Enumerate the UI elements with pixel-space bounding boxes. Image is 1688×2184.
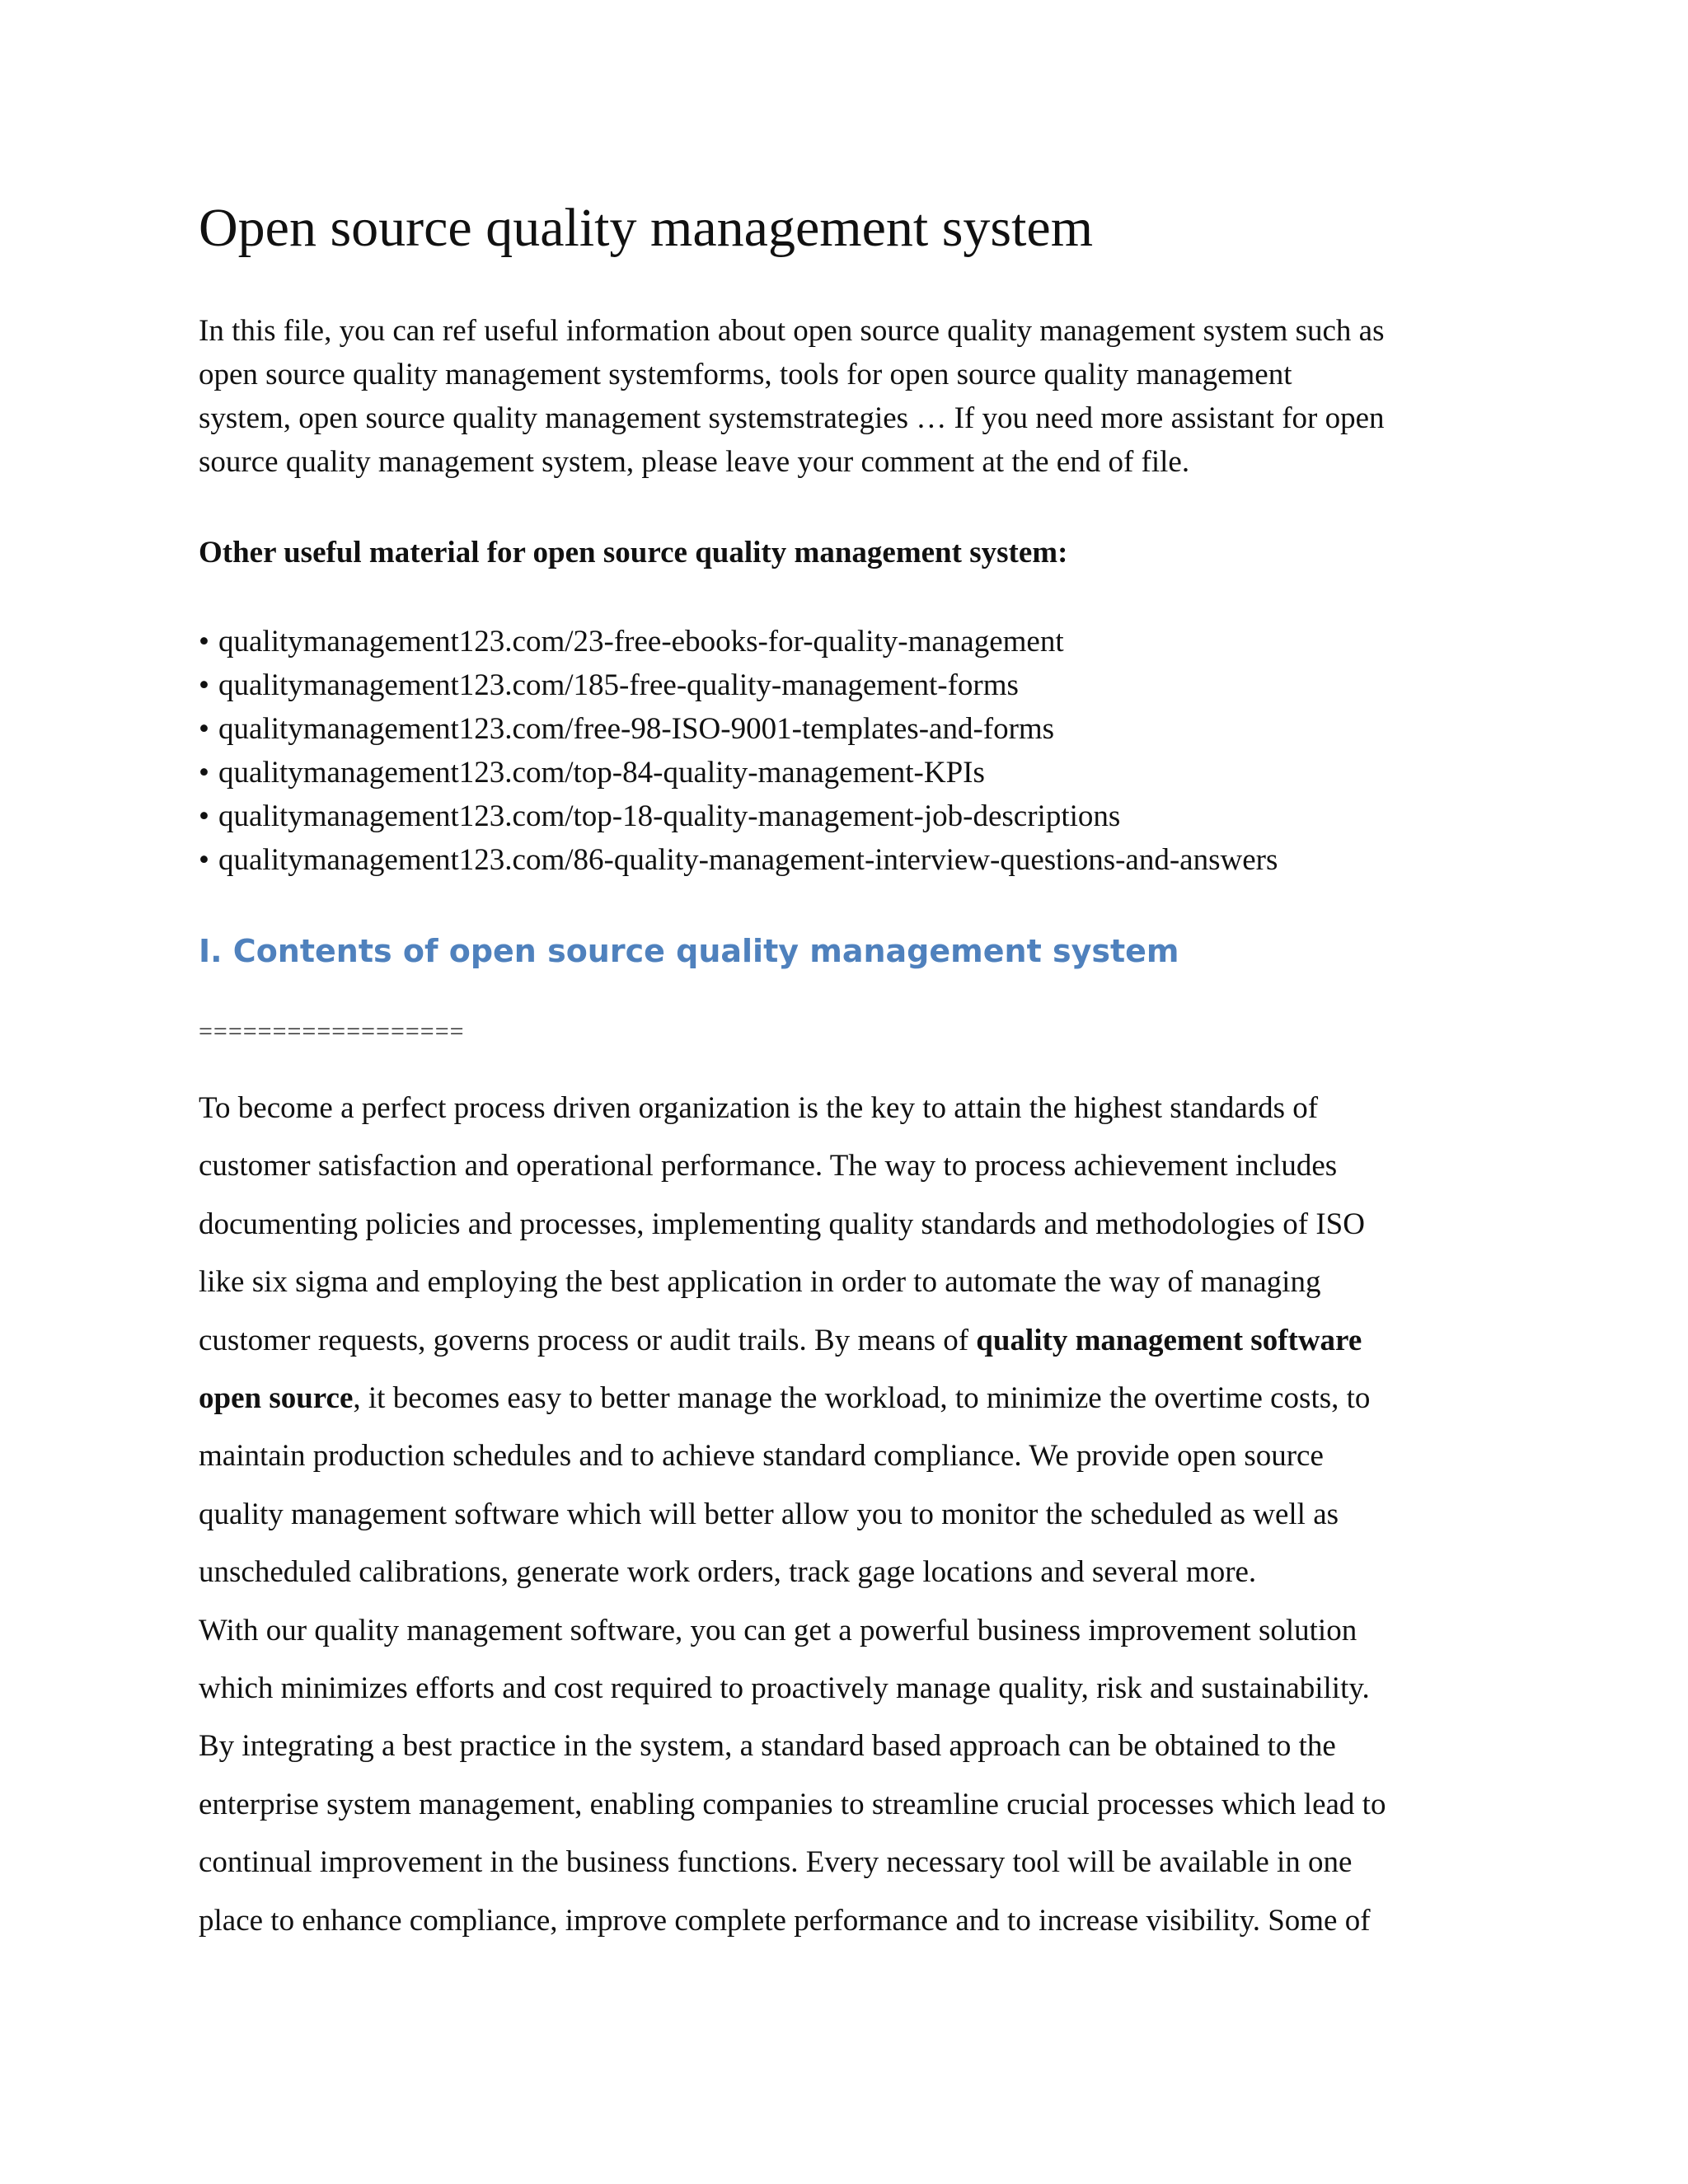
body-line <box>199 1370 1517 1427</box>
bullet-icon: • <box>199 625 209 658</box>
body-line: With our quality management software, you can get a powerful business improvement solution <box>199 1613 1357 1647</box>
bullet-icon: • <box>199 756 209 790</box>
body-line: customer satisfaction and operational performance. The way to process achievement includes <box>199 1149 1338 1183</box>
intro-line: system, open source quality management systemstrategies … If you need more assistant for open <box>199 401 1385 435</box>
intro-paragraph <box>199 309 1501 484</box>
body-bold-term: open source <box>199 1381 354 1416</box>
bullet-icon: • <box>199 799 209 833</box>
resource-link-text[interactable]: qualitymanagement123.com/free-98-ISO-9001-templates-and-forms <box>218 712 1055 746</box>
intro-line: In this file, you can ref useful information about open source quality management system such as <box>199 314 1385 348</box>
resource-link-list <box>199 620 1278 882</box>
body-line: unscheduled calibrations, generate work orders, track gage locations and several more. <box>199 1555 1257 1590</box>
resource-link-item[interactable] <box>199 663 1278 707</box>
divider-line: ================== <box>199 1018 465 1045</box>
document-title: Open source quality management system <box>199 198 1094 258</box>
intro-line: source quality management system, please leave your comment at the end of file. <box>199 445 1190 479</box>
resource-link-text[interactable]: qualitymanagement123.com/top-18-quality-management-job-descriptions <box>218 799 1121 833</box>
intro-line: open source quality management systemforms, tools for open source quality management <box>199 358 1292 391</box>
body-text-segment: customer requests, governs process or audit trails. By means of <box>199 1323 977 1357</box>
body-text-segment: , it becomes easy to better manage the workload, to minimize the overtime costs, to <box>353 1381 1371 1416</box>
resource-link-item[interactable] <box>199 794 1278 838</box>
resource-link-item[interactable] <box>199 620 1278 663</box>
body-line: quality management software which will better allow you to monitor the scheduled as well as <box>199 1497 1339 1531</box>
body-line: By integrating a best practice in the system, a standard based approach can be obtained to the <box>199 1729 1336 1764</box>
bullet-icon: • <box>199 843 209 877</box>
bullet-icon: • <box>199 712 209 746</box>
resource-link-item[interactable] <box>199 838 1278 882</box>
resource-link-text[interactable]: qualitymanagement123.com/23-free-ebooks-for-quality-management <box>218 625 1064 658</box>
bullet-icon: • <box>199 668 209 702</box>
body-line: place to enhance compliance, improve complete performance and to increase visibility. Some of <box>199 1903 1371 1938</box>
body-line <box>199 1312 1517 1370</box>
body-line: documenting policies and processes, implementing quality standards and methodologies of ISO <box>199 1207 1365 1241</box>
body-line: continual improvement in the business functions. Every necessary tool will be available in one <box>199 1845 1353 1880</box>
resource-link-text[interactable]: qualitymanagement123.com/185-free-quality-management-forms <box>218 668 1019 702</box>
body-line: like six sigma and employing the best application in order to automate the way of managing <box>199 1265 1321 1300</box>
section-heading: I. Contents of open source quality management system <box>199 933 1179 969</box>
body-line: which minimizes efforts and cost required to proactively manage quality, risk and sustainability. <box>199 1671 1370 1706</box>
other-material-heading: Other useful material for open source quality management system: <box>199 536 1068 569</box>
resource-link-item[interactable] <box>199 751 1278 794</box>
body-line: maintain production schedules and to achieve standard compliance. We provide open source <box>199 1439 1324 1474</box>
body-line: To become a perfect process driven organization is the key to attain the highest standards of <box>199 1091 1319 1125</box>
resource-link-text[interactable]: qualitymanagement123.com/86-quality-management-interview-questions-and-answers <box>218 843 1278 877</box>
resource-link-text[interactable]: qualitymanagement123.com/top-84-quality-management-KPIs <box>218 756 985 790</box>
body-paragraph <box>199 1080 1517 1950</box>
resource-link-item[interactable] <box>199 707 1278 751</box>
body-line: enterprise system management, enabling companies to streamline crucial processes which lead to <box>199 1787 1386 1821</box>
body-bold-term: quality management software <box>976 1323 1362 1357</box>
